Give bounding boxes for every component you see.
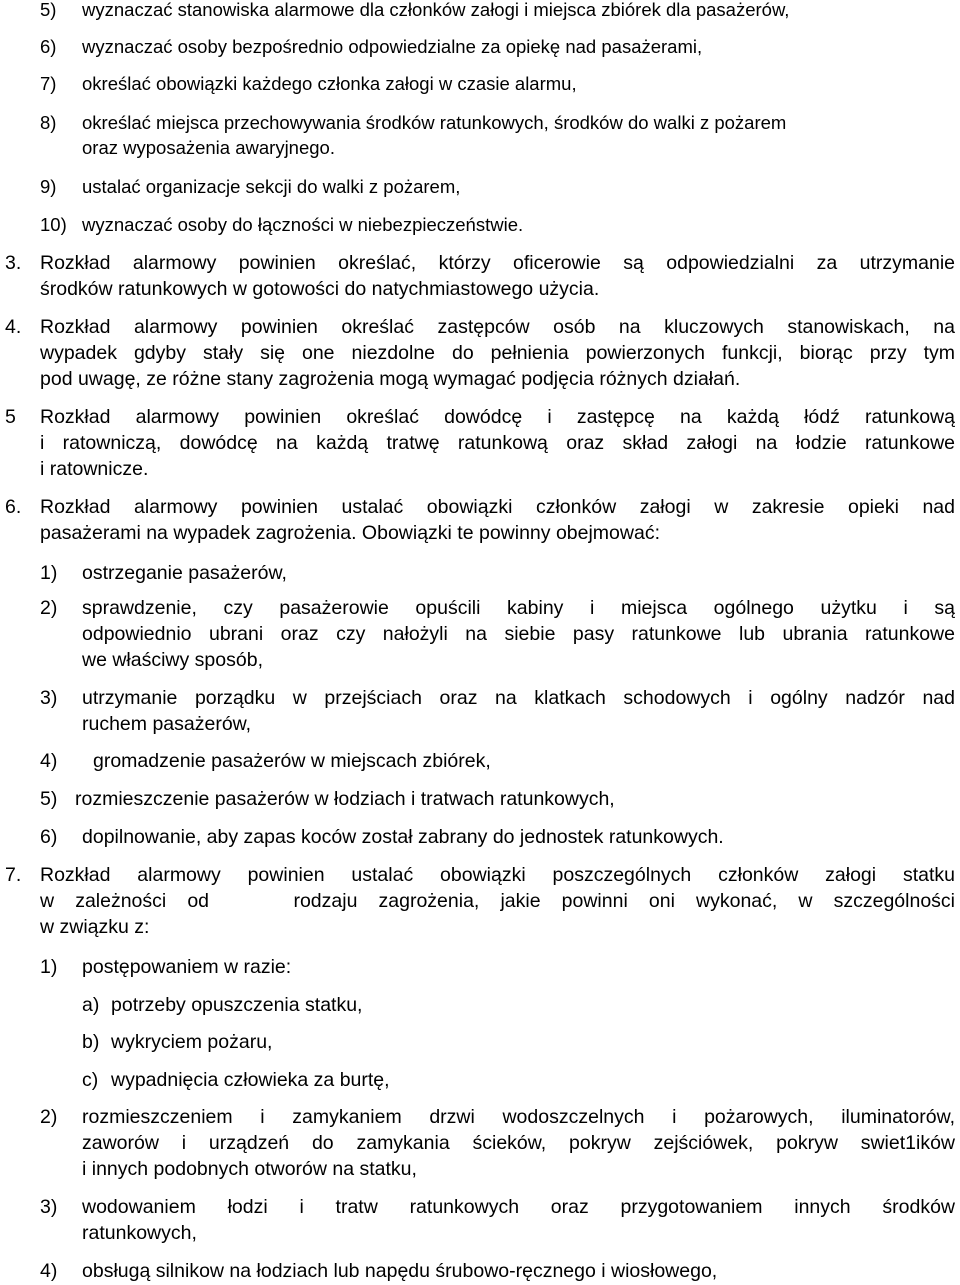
item-text: we właściwy sposób,: [82, 649, 263, 671]
item-number: 6): [40, 826, 58, 848]
item-text: Rozkład alarmowy powinien określać dowódcę i zastępcę na każdą łódź ratunkową: [40, 406, 955, 428]
item-text: określać obowiązki każdego członka załogi w czasie alarmu,: [82, 73, 577, 94]
item-text: obsługą silnikow na łodziach lub napędu śrubowo-ręcznego i wiosłowego,: [82, 1260, 718, 1282]
item-text: wypadnięcia człowieka za burtę,: [111, 1069, 390, 1091]
item-text: zaworów i urządzeń do zamykania ścieków, pokryw zejściówek, pokryw swiet1ików: [82, 1132, 955, 1154]
item-text: wyznaczać osoby do łączności w niebezpieczeństwie.: [82, 214, 524, 235]
item-number: c): [82, 1069, 99, 1091]
item-number: b): [82, 1031, 100, 1053]
item-text: sprawdzenie, czy pasażerowie opuścili kabiny i miejsca ogólnego użytku i są: [82, 597, 955, 619]
item-number: 4.: [5, 316, 22, 338]
item-number: 5): [40, 788, 58, 810]
item-text: ustalać organizacje sekcji do walki z pożarem,: [82, 176, 461, 197]
item-text: wypadek gdyby stały się one niezdolne do pełnienia powierzonych funkcji, biorąc przy tym: [40, 342, 955, 364]
item-number: 3.: [5, 252, 22, 274]
item-text: wodowaniem łodzi i tratw ratunkowych oraz przygotowaniem innych środków: [82, 1196, 955, 1218]
item-number: 2): [40, 597, 58, 619]
item-text: i ratowniczą, dowódcę na każdą tratwę ratunkową oraz skład załogi na łodzie ratunkowe: [40, 432, 955, 454]
item-text: ruchem pasażerów,: [82, 713, 252, 735]
item-text: i innych podobnych otworów na statku,: [82, 1158, 417, 1180]
item-number: 4): [40, 1260, 58, 1282]
item-text: pod uwagę, ze różne stany zagrożenia mogą wymagać podjęcia różnych działań.: [40, 368, 741, 390]
item-number: 6): [40, 36, 57, 57]
item-text: Rozkład alarmowy powinien określać, którzy oficerowie są odpowiedzialni za utrzymanie: [40, 252, 955, 274]
item-text: wykryciem pożaru,: [111, 1031, 273, 1053]
item-number: 1): [40, 956, 58, 978]
item-text: dopilnowanie, aby zapas koców został zabrany do jednostek ratunkowych.: [82, 826, 724, 848]
item-text: w związku z:: [40, 916, 150, 938]
item-text: Rozkład alarmowy powinien ustalać obowiązki członków załogi w zakresie opieki nad: [40, 496, 955, 518]
item-text: ratunkowych,: [82, 1222, 197, 1244]
item-number: 7): [40, 73, 57, 94]
item-number: 10): [40, 214, 67, 235]
item-number: 9): [40, 176, 57, 197]
item-text: utrzymanie porządku w przejściach oraz na klatkach schodowych i ogólny nadzór nad: [82, 687, 955, 709]
item-text: ostrzeganie pasażerów,: [82, 562, 287, 584]
item-text: gromadzenie pasażerów w miejscach zbiórek,: [93, 750, 491, 772]
item-text: określać miejsca przechowywania środków ratunkowych, środków do walki z pożarem: [82, 112, 787, 133]
item-number: 6.: [5, 496, 22, 518]
item-number: a): [82, 994, 100, 1016]
item-text: i ratownicze.: [40, 458, 149, 480]
item-number: 1): [40, 562, 58, 584]
item-text: wyznaczać osoby bezpośrednio odpowiedzialne za opiekę nad pasażerami,: [82, 36, 703, 57]
item-text: środków ratunkowych w gotowości do natychmiastowego użycia.: [40, 278, 600, 300]
item-text: rozmieszczenie pasażerów w łodziach i tratwach ratunkowych,: [75, 788, 615, 810]
item-number: 5): [40, 0, 57, 20]
item-text: postępowaniem w razie:: [82, 956, 292, 978]
item-text: pasażerami na wypadek zagrożenia. Obowiązki te powinny obejmować:: [40, 522, 660, 544]
item-text: potrzeby opuszczenia statku,: [111, 994, 363, 1016]
item-text: Rozkład alarmowy powinien ustalać obowiązki poszczególnych członków załogi statku: [40, 864, 955, 886]
item-text: wyznaczać stanowiska alarmowe dla członków załogi i miejsca zbiórek dla pasażerów,: [82, 0, 790, 20]
item-text: rozmieszczeniem i zamykaniem drzwi wodoszczelnych i pożarowych, iluminatorów,: [82, 1106, 955, 1128]
item-number: 3): [40, 687, 58, 709]
item-text: w zależności od rodzaju zagrożenia, jakie powinni oni wykonać, w szczególności: [40, 890, 955, 912]
item-text: oraz wyposażenia awaryjnego.: [82, 137, 335, 158]
item-number: 7.: [5, 864, 22, 886]
item-number: 3): [40, 1196, 58, 1218]
item-number: 2): [40, 1106, 58, 1128]
item-number: 4): [40, 750, 58, 772]
item-text: odpowiednio ubrani oraz czy nałożyli na siebie pasy ratunkowe lub ubrania ratunkowe: [82, 623, 955, 645]
item-number: 8): [40, 112, 57, 133]
item-text: Rozkład alarmowy powinien określać zastępców osób na kluczowych stanowiskach, na: [40, 316, 955, 338]
item-number: 5: [5, 406, 16, 428]
